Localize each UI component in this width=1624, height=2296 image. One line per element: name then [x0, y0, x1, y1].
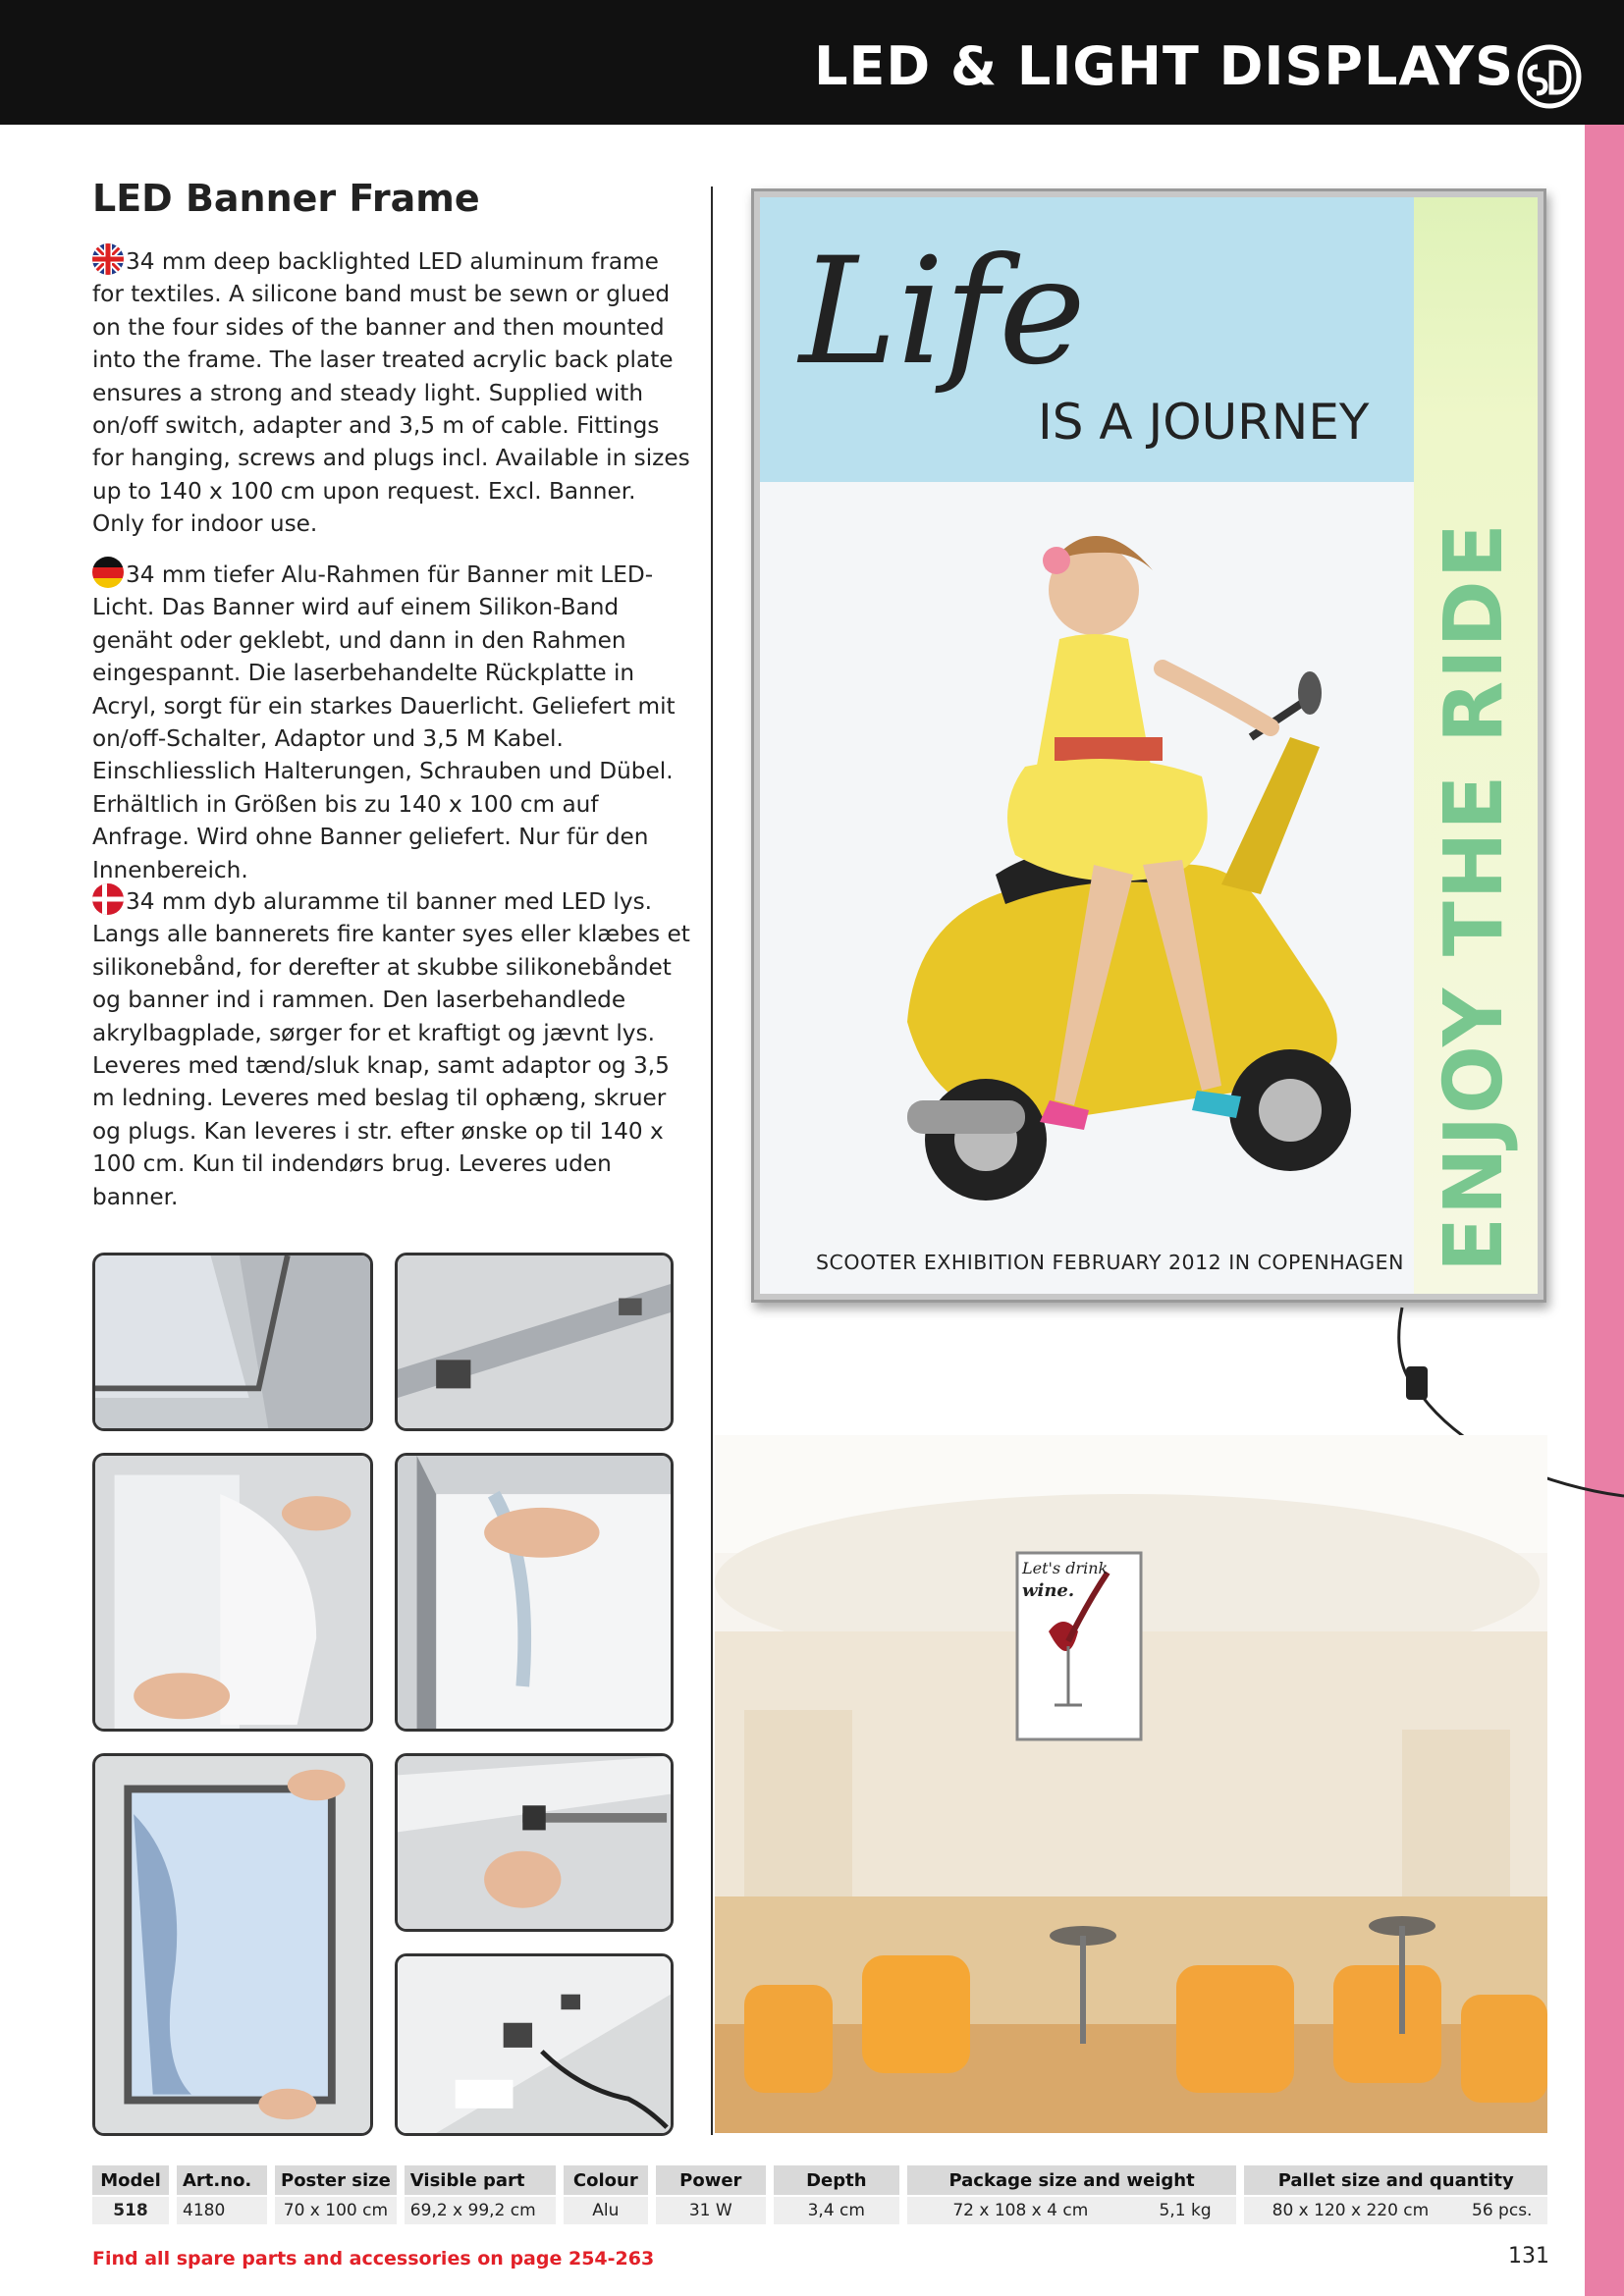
room-installation-photo — [715, 1435, 1547, 2133]
cell-power: 31 W — [656, 2195, 774, 2224]
detail-photo-silicone-band — [395, 1453, 674, 1732]
poster-caption: SCOOTER EXHIBITION FEBRUARY 2012 IN COPENHAGEN — [816, 1251, 1404, 1274]
detail-photo-power-connector — [395, 1953, 674, 2136]
sd-logo-icon — [1516, 43, 1583, 110]
description-english — [92, 243, 691, 541]
description-text: 34 mm deep backlighted LED aluminum frame for textiles. A silicone band must be sewn or glued on the four sides of the banner and then mounted into the frame. The laser treated acrylic back plate ensures a strong and steady light. Supplied with on/off switch, adapter and 3,5 m of cable. Fittings for hanging, screws and plugs incl. Available in sizes up to 140 x 100 cm upon request. Excl. Banner. Only for indoor use. — [92, 248, 690, 538]
description-german — [92, 557, 691, 886]
cell-pallet-qty: 56 pcs. — [1456, 2195, 1547, 2224]
spec-table — [92, 2165, 1547, 2224]
led-frame-poster — [751, 188, 1546, 1303]
page-header — [0, 0, 1624, 125]
cell-package-weight: 5,1 kg — [1134, 2195, 1245, 2224]
spec-table-header-row — [92, 2165, 1547, 2195]
spare-parts-link[interactable]: Find all spare parts and accessories on page 254-263 — [92, 2248, 655, 2269]
cell-art-no: 4180 — [177, 2195, 275, 2224]
cell-colour: Alu — [564, 2195, 656, 2224]
scooter-illustration — [848, 511, 1398, 1218]
cell-pallet-size: 80 x 120 x 220 cm — [1244, 2195, 1456, 2224]
description-text: 34 mm dyb aluramme til banner med LED lys. Langs alle bannerets fire kanter syes eller klæbes et silikonebånd, for derefter at skubbe silikonebåndet og banner ind i rammen. Den laserbehandlede akrylbagplade, sørger for et kraftigt og jævnt lys. Leveres med tænd/sluk knap, samt adaptor og 3,5 m ledning. Leveres med beslag til ophæng, skruer og plugs. Kan leveres i str. efter ønske op til 140 x 100 cm. Kun til indendørs brug. Leveres uden banner. — [92, 888, 690, 1210]
header-package: Package size and weight — [907, 2165, 1245, 2195]
header-power: Power — [656, 2165, 774, 2195]
header-visible-part: Visible part — [405, 2165, 564, 2195]
room-poster-line2: wine. — [1022, 1580, 1075, 1601]
room-poster-line1: Let's drink — [1022, 1559, 1109, 1577]
poster-subtitle: IS A JOURNEY — [1038, 394, 1370, 451]
description-danish — [92, 883, 691, 1213]
poster-vertical-text: ENJOY THE RIDE — [1428, 521, 1521, 1272]
detail-photo-hanging-clip — [395, 1253, 674, 1431]
uk-flag-icon — [92, 243, 124, 275]
page-number: 131 — [1508, 2244, 1549, 2269]
column-divider — [711, 187, 713, 2135]
germany-flag-icon — [92, 557, 124, 588]
denmark-flag-icon — [92, 883, 124, 915]
cell-model: 518 — [92, 2195, 177, 2224]
product-title: LED Banner Frame — [92, 177, 480, 220]
cell-depth: 3,4 cm — [774, 2195, 907, 2224]
header-colour: Colour — [564, 2165, 656, 2195]
section-color-tab — [1585, 125, 1624, 2296]
cell-package-size: 72 x 108 x 4 cm — [907, 2195, 1134, 2224]
header-model: Model — [92, 2165, 177, 2195]
header-depth: Depth — [774, 2165, 907, 2195]
section-title: LED & LIGHT DISPLAYS — [814, 35, 1514, 97]
poster-script-title: Life — [799, 227, 1086, 398]
description-text: 34 mm tiefer Alu-Rahmen für Banner mit LED-Licht. Das Banner wird auf einem Silikon-Band genäht oder geklebt, und dann in den Rahmen eingespannt. Die laserbehandelte Rückplatte in Acryl, sorgt für ein starkes Dauerlicht. Geliefert mit on/off-Schalter, Adaptor und 3,5 M Kabel. Einschliesslich Halterungen, Schrauben und Dübel. Erhältlich in Größen bis zu 140 x 100 cm auf Anfrage. Wird ohne Banner geliefert. Nur für den Innenbereich. — [92, 561, 676, 883]
cell-visible-part: 69,2 x 99,2 cm — [405, 2195, 564, 2224]
detail-photo-mounting-banner — [92, 1753, 373, 2136]
header-poster-size: Poster size — [275, 2165, 405, 2195]
header-art-no: Art.no. — [177, 2165, 275, 2195]
header-pallet: Pallet size and quantity — [1244, 2165, 1547, 2195]
detail-photo-screw-fitting — [395, 1753, 674, 1932]
cell-poster-size: 70 x 100 cm — [275, 2195, 405, 2224]
table-row — [92, 2195, 1547, 2224]
detail-photo-banner-insert — [92, 1453, 373, 1732]
detail-photo-frame-corner — [92, 1253, 373, 1431]
